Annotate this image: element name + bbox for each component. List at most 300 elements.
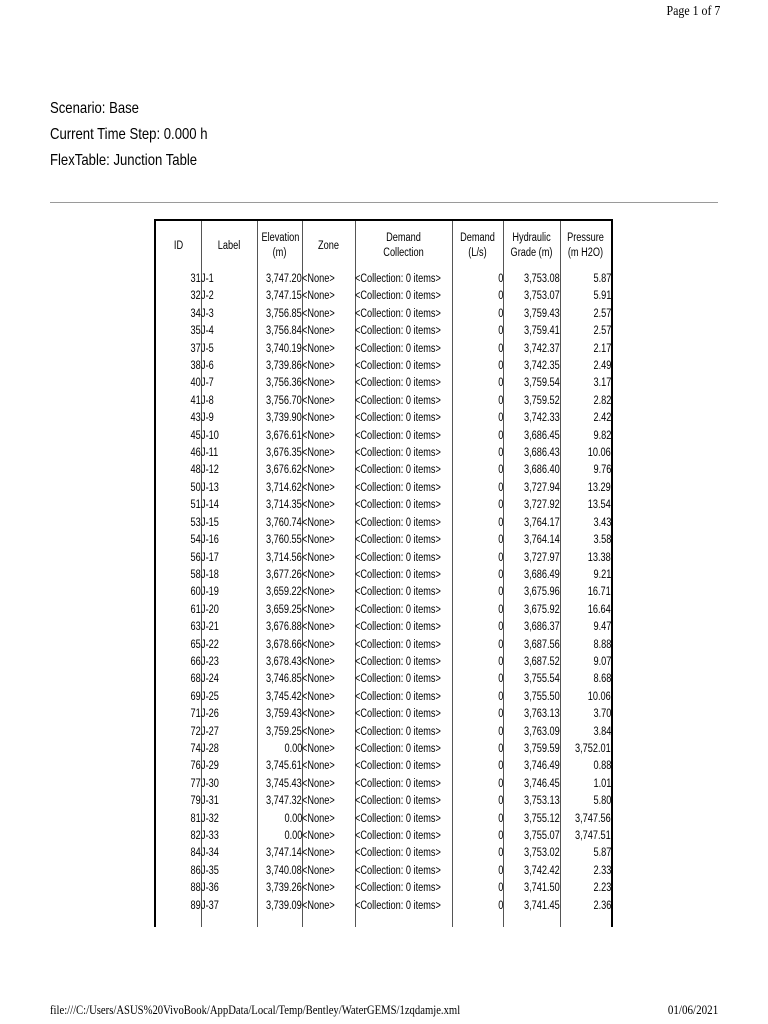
cell-text: J-31: [201, 795, 219, 808]
cell-elevation: [257, 793, 302, 810]
table-row: [156, 724, 611, 741]
cell-text: 81: [190, 812, 201, 825]
cell-text: 8.68: [593, 673, 611, 686]
table-row: [156, 288, 611, 305]
cell-demand: [452, 358, 503, 375]
column-header-text: Demand Collection: [383, 232, 424, 259]
cell-text: 77: [190, 777, 201, 790]
cell-label: [201, 462, 257, 479]
cell-demand-collection: [355, 863, 452, 880]
cell-text: <Collection: 0 items>: [355, 273, 441, 285]
cell-demand: [452, 637, 503, 654]
cell-id: [156, 550, 201, 567]
cell-text: 3,727.97: [524, 551, 560, 564]
cell-text: 2.33: [593, 864, 611, 877]
cell-hydraulic-grade: [503, 654, 560, 671]
cell-text: 3,659.22: [266, 586, 302, 599]
cell-text: J-37: [201, 899, 219, 912]
cell-zone: [302, 584, 355, 601]
cell-pressure: [560, 288, 611, 305]
cell-text: J-19: [201, 586, 219, 599]
cell-zone: [302, 550, 355, 567]
cell-elevation: [257, 845, 302, 862]
cell-pressure: [560, 811, 611, 828]
cell-text: <Collection: 0 items>: [355, 290, 441, 303]
cell-text: 3,676.35: [266, 447, 302, 460]
cell-text: J-34: [201, 847, 219, 860]
cell-text: J-29: [201, 760, 219, 773]
cell-text: 16.71: [587, 586, 611, 599]
table-row: [156, 532, 611, 549]
cell-label: [201, 341, 257, 358]
cell-label: [201, 567, 257, 584]
cell-text: <None>: [302, 638, 335, 651]
cell-elevation: [257, 462, 302, 479]
cell-text: J-36: [201, 882, 219, 895]
cell-pressure: [560, 671, 611, 688]
column-header-text: ID: [173, 239, 184, 252]
cell-zone: [302, 393, 355, 410]
cell-text: <Collection: 0 items>: [355, 377, 441, 390]
table-row: [156, 393, 611, 410]
cell-label: [201, 271, 257, 288]
cell-text: 3,659.25: [266, 603, 302, 616]
cell-text: <None>: [302, 516, 335, 529]
cell-text: 3,747.32: [266, 795, 302, 808]
footer-file-path: file:///C:/Users/ASUS%20VivoBook/AppData/Local/Temp/Bentley/WaterGEMS/1zqdamje.xml: [50, 1002, 461, 1017]
cell-text: <Collection: 0 items>: [355, 394, 441, 407]
cell-label: [201, 706, 257, 723]
cell-text: J-14: [201, 499, 219, 512]
cell-demand-collection: [355, 341, 452, 358]
cell-zone: [302, 515, 355, 532]
cell-text: 3,755.12: [524, 812, 560, 825]
cell-text: 61: [190, 603, 201, 616]
cell-label: [201, 863, 257, 880]
cell-text: 0: [497, 568, 503, 581]
cell-pressure: [560, 584, 611, 601]
column-header-text: Label: [217, 239, 241, 252]
cell-demand: [452, 863, 503, 880]
cell-text: J-5: [201, 342, 214, 355]
cell-text: <None>: [302, 621, 335, 634]
cell-text: 72: [190, 725, 201, 738]
cell-hydraulic-grade: [503, 323, 560, 340]
cell-text: 3,753.08: [524, 273, 560, 285]
cell-text: 3,686.49: [524, 568, 560, 581]
cell-zone: [302, 445, 355, 462]
cell-demand: [452, 532, 503, 549]
cell-pressure: [560, 863, 611, 880]
cell-label: [201, 532, 257, 549]
cell-text: 3.58: [593, 534, 611, 547]
cell-text: J-12: [201, 464, 219, 477]
cell-elevation: [257, 758, 302, 775]
cell-demand: [452, 741, 503, 758]
cell-hydraulic-grade: [503, 584, 560, 601]
cell-hydraulic-grade: [503, 602, 560, 619]
cell-text: 3,727.92: [524, 499, 560, 512]
cell-demand-collection: [355, 741, 452, 758]
cell-demand-collection: [355, 880, 452, 897]
cell-elevation: [257, 480, 302, 497]
cell-label: [201, 602, 257, 619]
cell-demand: [452, 306, 503, 323]
cell-demand-collection: [355, 811, 452, 828]
cell-text: <None>: [302, 586, 335, 599]
column-header-text: Zone: [318, 239, 339, 252]
cell-id: [156, 637, 201, 654]
cell-text: <Collection: 0 items>: [355, 725, 441, 738]
cell-zone: [302, 776, 355, 793]
cell-text: 0: [497, 360, 503, 373]
cell-demand: [452, 811, 503, 828]
cell-text: 3,687.56: [524, 638, 560, 651]
cell-pressure: [560, 480, 611, 497]
cell-text: 0: [497, 394, 503, 407]
cell-text: 3,746.45: [524, 777, 560, 790]
table-row: [156, 550, 611, 567]
cell-text: J-18: [201, 568, 219, 581]
cell-text: 84: [190, 847, 201, 860]
time-step-title: Current Time Step: 0.000 h: [50, 126, 208, 143]
column-header-text: Pressure (m H2O): [567, 232, 604, 259]
report-heading: [50, 96, 208, 174]
cell-text: <None>: [302, 899, 335, 912]
cell-id: [156, 393, 201, 410]
cell-text: 3,678.43: [266, 655, 302, 668]
cell-text: 56: [190, 551, 201, 564]
cell-text: 3,746.49: [524, 760, 560, 773]
cell-demand: [452, 584, 503, 601]
cell-demand-collection: [355, 306, 452, 323]
cell-zone: [302, 497, 355, 514]
cell-text: 3,759.43: [524, 307, 560, 320]
cell-hydraulic-grade: [503, 515, 560, 532]
cell-demand: [452, 428, 503, 445]
cell-text: <None>: [302, 394, 335, 407]
cell-text: 13.29: [587, 481, 611, 494]
cell-text: J-20: [201, 603, 219, 616]
cell-zone: [302, 724, 355, 741]
cell-text: <Collection: 0 items>: [355, 516, 441, 529]
cell-text: J-16: [201, 534, 219, 547]
cell-hydraulic-grade: [503, 776, 560, 793]
cell-text: 0.00: [284, 830, 302, 842]
cell-label: [201, 741, 257, 758]
cell-label: [201, 793, 257, 810]
cell-demand-collection: [355, 602, 452, 619]
column-header-zone: [302, 221, 355, 271]
cell-text: 3,686.40: [524, 464, 560, 477]
cell-text: 5.80: [593, 795, 611, 808]
cell-elevation: [257, 880, 302, 897]
cell-text: 0: [497, 742, 503, 755]
cell-text: 50: [190, 481, 201, 494]
cell-text: <Collection: 0 items>: [355, 325, 441, 338]
cell-id: [156, 515, 201, 532]
cell-elevation: [257, 445, 302, 462]
cell-text: 0: [497, 830, 503, 842]
cell-text: <Collection: 0 items>: [355, 673, 441, 686]
cell-demand-collection: [355, 445, 452, 462]
cell-text: 0: [497, 760, 503, 773]
cell-text: 0.00: [284, 742, 302, 755]
cell-label: [201, 358, 257, 375]
cell-id: [156, 271, 201, 288]
cell-pressure: [560, 497, 611, 514]
cell-text: 3,727.94: [524, 481, 560, 494]
cell-text: 0: [497, 273, 503, 285]
cell-demand-collection: [355, 410, 452, 427]
cell-elevation: [257, 393, 302, 410]
cell-label: [201, 306, 257, 323]
cell-text: <None>: [302, 307, 335, 320]
cell-text: 3,763.09: [524, 725, 560, 738]
cell-elevation: [257, 550, 302, 567]
cell-hydraulic-grade: [503, 288, 560, 305]
cell-hydraulic-grade: [503, 741, 560, 758]
cell-text: <Collection: 0 items>: [355, 464, 441, 477]
cell-label: [201, 654, 257, 671]
cell-text: J-24: [201, 673, 219, 686]
cell-hydraulic-grade: [503, 497, 560, 514]
cell-elevation: [257, 375, 302, 392]
cell-pressure: [560, 410, 611, 427]
cell-text: 3,742.35: [524, 360, 560, 373]
cell-zone: [302, 898, 355, 915]
cell-text: 3,759.41: [524, 325, 560, 338]
table-row: [156, 462, 611, 479]
cell-text: 0.00: [284, 812, 302, 825]
table-row: [156, 671, 611, 688]
cell-text: 3,753.02: [524, 847, 560, 860]
cell-elevation: [257, 532, 302, 549]
cell-text: 3,746.85: [266, 673, 302, 686]
cell-text: 35: [190, 325, 201, 338]
cell-text: J-4: [201, 325, 214, 338]
cell-zone: [302, 480, 355, 497]
cell-text: J-32: [201, 812, 219, 825]
cell-text: 0: [497, 882, 503, 895]
cell-hydraulic-grade: [503, 898, 560, 915]
cell-pressure: [560, 776, 611, 793]
cell-text: <Collection: 0 items>: [355, 899, 441, 912]
cell-demand-collection: [355, 619, 452, 636]
cell-text: 3,739.86: [266, 360, 302, 373]
cell-text: <Collection: 0 items>: [355, 830, 441, 842]
cell-label: [201, 497, 257, 514]
cell-text: <None>: [302, 673, 335, 686]
cell-text: J-22: [201, 638, 219, 651]
cell-demand: [452, 497, 503, 514]
cell-demand: [452, 880, 503, 897]
cell-elevation: [257, 811, 302, 828]
cell-pressure: [560, 428, 611, 445]
cell-hydraulic-grade: [503, 341, 560, 358]
cell-text: J-15: [201, 516, 219, 529]
cell-id: [156, 323, 201, 340]
cell-label: [201, 619, 257, 636]
cell-text: <None>: [302, 812, 335, 825]
cell-text: 3,714.56: [266, 551, 302, 564]
cell-zone: [302, 428, 355, 445]
cell-text: 10.06: [587, 690, 611, 703]
cell-id: [156, 724, 201, 741]
table-row: [156, 654, 611, 671]
cell-pressure: [560, 445, 611, 462]
cell-demand-collection: [355, 428, 452, 445]
cell-text: 3,747.51: [575, 830, 611, 842]
cell-elevation: [257, 515, 302, 532]
cell-demand: [452, 724, 503, 741]
cell-text: 3,753.13: [524, 795, 560, 808]
table-row: [156, 480, 611, 497]
cell-pressure: [560, 724, 611, 741]
cell-pressure: [560, 880, 611, 897]
cell-text: <Collection: 0 items>: [355, 795, 441, 808]
cell-text: 0: [497, 673, 503, 686]
cell-demand: [452, 288, 503, 305]
cell-id: [156, 410, 201, 427]
cell-elevation: [257, 288, 302, 305]
cell-text: 0: [497, 499, 503, 512]
cell-zone: [302, 654, 355, 671]
cell-text: 3,677.26: [266, 568, 302, 581]
column-header-text: Demand (L/s): [460, 232, 495, 259]
flextable-title: FlexTable: Junction Table: [50, 152, 198, 169]
header-divider: [50, 202, 718, 203]
cell-text: 3.70: [593, 708, 611, 721]
table-row: [156, 358, 611, 375]
cell-pressure: [560, 393, 611, 410]
cell-text: <None>: [302, 882, 335, 895]
cell-hydraulic-grade: [503, 689, 560, 706]
cell-text: J-30: [201, 777, 219, 790]
cell-hydraulic-grade: [503, 758, 560, 775]
cell-zone: [302, 845, 355, 862]
cell-text: <None>: [302, 760, 335, 773]
cell-hydraulic-grade: [503, 480, 560, 497]
cell-id: [156, 741, 201, 758]
column-header-pressure: [560, 221, 611, 271]
column-header-demand: [452, 221, 503, 271]
cell-text: <Collection: 0 items>: [355, 307, 441, 320]
cell-hydraulic-grade: [503, 271, 560, 288]
cell-text: 0: [497, 516, 503, 529]
cell-text: 3,714.62: [266, 481, 302, 494]
cell-text: <Collection: 0 items>: [355, 882, 441, 895]
table-row: [156, 341, 611, 358]
cell-zone: [302, 811, 355, 828]
cell-text: J-2: [201, 290, 214, 303]
cell-text: 63: [190, 621, 201, 634]
cell-pressure: [560, 898, 611, 915]
cell-text: 3,676.61: [266, 429, 302, 442]
cell-text: 0: [497, 429, 503, 442]
cell-text: J-33: [201, 830, 219, 842]
cell-text: 3,756.36: [266, 377, 302, 390]
cell-text: 3,756.84: [266, 325, 302, 338]
cell-hydraulic-grade: [503, 671, 560, 688]
cell-zone: [302, 828, 355, 845]
cell-text: <None>: [302, 360, 335, 373]
cell-hydraulic-grade: [503, 445, 560, 462]
cell-hydraulic-grade: [503, 863, 560, 880]
cell-label: [201, 323, 257, 340]
cell-demand: [452, 671, 503, 688]
cell-text: 3,763.13: [524, 708, 560, 721]
cell-text: <Collection: 0 items>: [355, 360, 441, 373]
table-row: [156, 515, 611, 532]
cell-demand: [452, 793, 503, 810]
cell-text: 46: [190, 447, 201, 460]
cell-text: 2.57: [593, 325, 611, 338]
cell-demand-collection: [355, 637, 452, 654]
cell-zone: [302, 602, 355, 619]
cell-demand-collection: [355, 584, 452, 601]
cell-zone: [302, 706, 355, 723]
cell-hydraulic-grade: [503, 306, 560, 323]
cell-text: 3,676.62: [266, 464, 302, 477]
cell-hydraulic-grade: [503, 410, 560, 427]
cell-text: 0: [497, 847, 503, 860]
table-row: [156, 793, 611, 810]
cell-zone: [302, 306, 355, 323]
cell-zone: [302, 671, 355, 688]
cell-label: [201, 724, 257, 741]
cell-elevation: [257, 341, 302, 358]
junction-table-frame: [154, 219, 613, 927]
cell-text: <None>: [302, 551, 335, 564]
cell-text: 2.17: [593, 342, 611, 355]
cell-text: 3,756.70: [266, 394, 302, 407]
table-row: [156, 602, 611, 619]
cell-id: [156, 358, 201, 375]
cell-elevation: [257, 776, 302, 793]
cell-zone: [302, 619, 355, 636]
cell-text: 0: [497, 307, 503, 320]
cell-zone: [302, 637, 355, 654]
cell-text: J-35: [201, 864, 219, 877]
cell-demand-collection: [355, 323, 452, 340]
table-row: [156, 811, 611, 828]
table-row: [156, 637, 611, 654]
cell-text: 0: [497, 638, 503, 651]
cell-elevation: [257, 567, 302, 584]
cell-text: <None>: [302, 655, 335, 668]
cell-text: 3.43: [593, 516, 611, 529]
junction-table: [156, 221, 611, 915]
cell-id: [156, 288, 201, 305]
cell-text: <None>: [302, 568, 335, 581]
cell-id: [156, 619, 201, 636]
cell-text: <Collection: 0 items>: [355, 586, 441, 599]
cell-demand-collection: [355, 393, 452, 410]
scenario-title: Scenario: Base: [50, 100, 139, 117]
table-row: [156, 584, 611, 601]
cell-text: 3,760.55: [266, 534, 302, 547]
cell-text: 3,756.85: [266, 307, 302, 320]
footer-date: 01/06/2021: [667, 1002, 718, 1017]
cell-text: <Collection: 0 items>: [355, 534, 441, 547]
cell-id: [156, 480, 201, 497]
cell-text: 76: [190, 760, 201, 773]
cell-demand: [452, 828, 503, 845]
table-row: [156, 880, 611, 897]
cell-zone: [302, 410, 355, 427]
cell-text: <None>: [302, 742, 335, 755]
